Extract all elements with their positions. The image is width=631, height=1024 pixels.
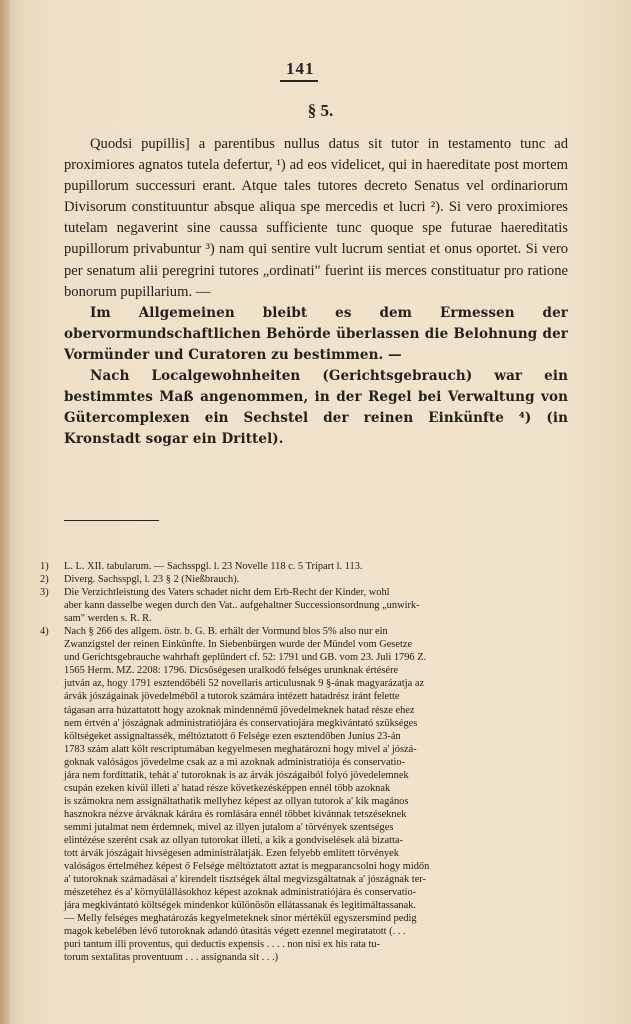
footnote-line: magok kebelében lévő tutoroknak adandó útasitás végett ezennel megiratatott (. . . [64, 926, 406, 938]
footnote-line: 1783 szám alatt költ rescriptumában kegyelmesen meghatározni hogy mivel a' jószá- [64, 743, 417, 755]
footnote-line: tágasan arra húzattatott hogy azoknak mindennémű jövedelmeknek hatad része ehez [64, 704, 415, 716]
footnote-text [64, 560, 568, 573]
footnote-text [64, 625, 568, 964]
footnote-text [64, 586, 568, 625]
footnote-mark: 3) [40, 587, 49, 599]
footnote-line: árvák jószágainak jövedelméből a tutorok számára intézett hatadrész iránt felette [64, 691, 400, 703]
footnote-line: tott árvák jószágait hivségesen administrálatják. Ezen felyebb említett törvények [64, 848, 399, 860]
footnote-1 [40, 560, 568, 573]
paragraph-latin: Quodsi pupillis] a parentibus nullus datus sit tutor in testamento tunc ad proximiores agnatos tutela defertur, ¹) ad eos videlicet, qui in haereditate post mortem pupillorum successuri erant. Atque tales tutores decreto Senatus vel ordinariorum Divisorum constituuntur absque aliqua spe mercedis et lucri ²). Si vero proximiores tutelam negaverint sine caussa sufficiente tunc quoque spe futurae haereditatis pupillorum privabuntur ³) nam qui sentire vult lucrum sentiat et onus oportet. Si vero per senatum alii peregrini tutores „ordinati" fuerint iis merces constituatur pro ratione bonorum pupillarium. — [64, 136, 568, 300]
footnote-line: jára nem fordíttatik, tehát a' tutoroknak is az árvák jószágaiból folyó jövedelemnek [64, 769, 409, 781]
footnote-mark: 2) [40, 574, 49, 586]
footnote-line: jutván az, hogy 1791 esztendőbéli 52 novellaris articulusnak 9 §-ának magyarázatja az [64, 678, 425, 690]
footnote-line: valóságos értelméhez képest ő Felsége méltóztatott aztat is megparancsolni hogy midőn [64, 861, 430, 873]
page-number-rule [280, 80, 318, 82]
footnote-line: sam" werden s. R. R. [64, 613, 152, 625]
footnote-line: csupán ezeken kívül illeti a' hatad része következésképpen ennél több azoknak [64, 782, 391, 794]
footnote-line: is számokra nem assignáltathatik mellyhez képest az ollyan tutorok a' kik magános [64, 795, 409, 807]
footnote-mark: 1) [40, 561, 49, 572]
footnote-line: L. L. XII. tabularum. — Sachsspgl. l. 23 Novelle 118 c. 5 Tripart l. 113. [64, 561, 363, 572]
footnote-mark: 4) [40, 626, 49, 638]
footnote-line: aber kann dasselbe wegen durch den Vat.. aufgehaltner Successionsordnung „unwirk- [64, 600, 420, 612]
footnote-line: goknak valóságos jövedelme csak az a mi azoknak administratiója és conservatio- [64, 756, 406, 768]
footnote-line: Zwanzigstel der reinen Einkünfte. In Siebenbürgen wurde der Mündel vom Gesetze [64, 639, 413, 651]
paragraph-german-1: Im Allgemeinen bleibt es dem Ermessen der obervormundschaftlichen Behörde überlassen die Belohnung der Vormünder und Curatoren zu bestimmen. — [64, 304, 568, 363]
footnote-4 [40, 625, 568, 964]
footnote-line: torum sextalitas proventuum . . . assignanda sit . . .) [64, 952, 279, 964]
footnote-line: mészetéhez és a' környűlállásokhoz képest azoknak administratiójára és conservatio- [64, 887, 417, 899]
footnote-line: költségeket assignaltassék, méltóztatott ő Felsége ezen esztendőben Junius 23-án [64, 730, 401, 742]
paragraph-german-2: Nach Localgewohnheiten (Gerichtsgebrauch) war ein bestimmtes Maß angenommen, in der Regel bei Verwaltung von Gütercomplexen ein Sechstel der reinen Einkünfte ⁴) (in Kronstadt sogar ein Drittel). [64, 368, 568, 448]
footnote-line: elintézése szerént csak az ollyan tutorokat illeti, a kik a gondviselések alá bizatta- [64, 834, 403, 846]
footnote-line: puri tantum illi proventus, qui deductis expensis . . . . non nisi ex his rata tu- [64, 939, 381, 951]
footnote-2 [40, 573, 568, 586]
footnote-line: jára megkivántató költségek mindenkor különösön ellátassanak és legitimáltassanak. [64, 900, 417, 912]
page-number: 141 [286, 59, 315, 78]
footnote-line: semmi jutalmat nem érdemnek, mivel az illyen jutalom a' törvények szentséges [64, 821, 394, 833]
footnote-line: a' tutoroknak számadásai a' kirendelt tisztségek által megvizsgáltatnak a' jószágnak ter- [64, 874, 427, 886]
main-text [64, 134, 568, 450]
footnotes [40, 560, 568, 964]
footnote-line: Diverg. Sachsspgl, l. 23 § 2 (Nießbrauch). [64, 574, 240, 586]
footnote-line: — Melly felséges meghatározás kegyelmeteknek sinor mértékül egyszersmind pedig [64, 913, 417, 925]
footnote-line: hasznokra nézve árváknak kárára és romlására ennél többet kivánnak tetszéseknek [64, 808, 407, 820]
footnote-line: Nach § 266 des allgem. östr. b. G. B. erhält der Vormund blos 5% also nur ein [64, 626, 388, 638]
footnote-3 [40, 586, 568, 625]
footnote-line: 1565 Herm. MZ. 2208: 1796. Dicsőségesen uralkodó felséges urunknak értésére [64, 665, 399, 677]
footnote-separator [64, 520, 159, 521]
footnote-line: Die Verzichtleistung des Vaters schadet nicht dem Erb-Recht der Kinder, wohl [64, 587, 390, 599]
footnote-line: und Gerichtsgebrauche wahrhaft geplündert cf. 52: 1791 und GB. vom 23. Juli 1796 Z. [64, 652, 427, 664]
footnote-line: nem értvén a' jószágnak administratiójára és conservatiojára megkivántató szükséges [64, 717, 418, 729]
footnote-text [64, 573, 568, 586]
page-spine-shadow [0, 0, 10, 1024]
section-heading: § 5. [307, 101, 334, 120]
